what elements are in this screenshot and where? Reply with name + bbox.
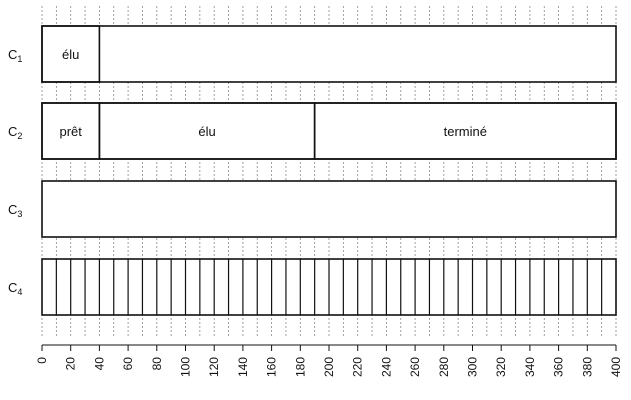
x-tick-label: 180 [293, 357, 308, 378]
x-tick-label: 380 [580, 357, 595, 378]
x-tick-label: 400 [609, 357, 623, 378]
x-tick-label: 320 [494, 357, 509, 378]
x-tick-label: 300 [465, 357, 480, 378]
x-tick-label: 360 [551, 357, 566, 378]
x-tick-label: 80 [149, 357, 164, 371]
row-background [42, 103, 616, 159]
x-tick-label: 60 [121, 357, 136, 371]
segment-label-c2-1: élu [198, 124, 216, 139]
x-tick-label: 220 [350, 357, 365, 378]
row-label-c4: $C_4$ [8, 280, 23, 297]
segment-label-c2-0: prêt [59, 124, 82, 139]
segment-label-c1-0: élu [62, 47, 80, 62]
x-axis [35, 345, 623, 377]
row-label-c1: $C_1$ [8, 47, 23, 64]
x-tick-label: 140 [235, 357, 250, 378]
row-c2 [8, 103, 616, 159]
x-tick-label: 240 [379, 357, 394, 378]
row-label-c3: $C_3$ [8, 202, 23, 219]
x-tick-label: 20 [63, 357, 78, 371]
x-tick-label: 280 [436, 357, 451, 378]
segment-label-c2-2: terminé [443, 124, 488, 139]
x-tick-label: 100 [178, 357, 193, 378]
x-tick-label: 40 [92, 357, 107, 371]
x-tick-label: 160 [264, 357, 279, 378]
row-background [42, 26, 616, 82]
x-tick-label: 200 [322, 357, 336, 378]
x-tick-label: 340 [522, 357, 537, 378]
x-tick-label: 120 [207, 357, 222, 378]
row-c3 [8, 181, 616, 237]
row-c1 [8, 26, 616, 82]
row-c4 [8, 259, 616, 315]
x-tick-label: 260 [408, 357, 423, 378]
row-background [42, 181, 616, 237]
row-label-c2: $C_2$ [8, 124, 23, 141]
x-tick-label: 0 [35, 357, 49, 364]
